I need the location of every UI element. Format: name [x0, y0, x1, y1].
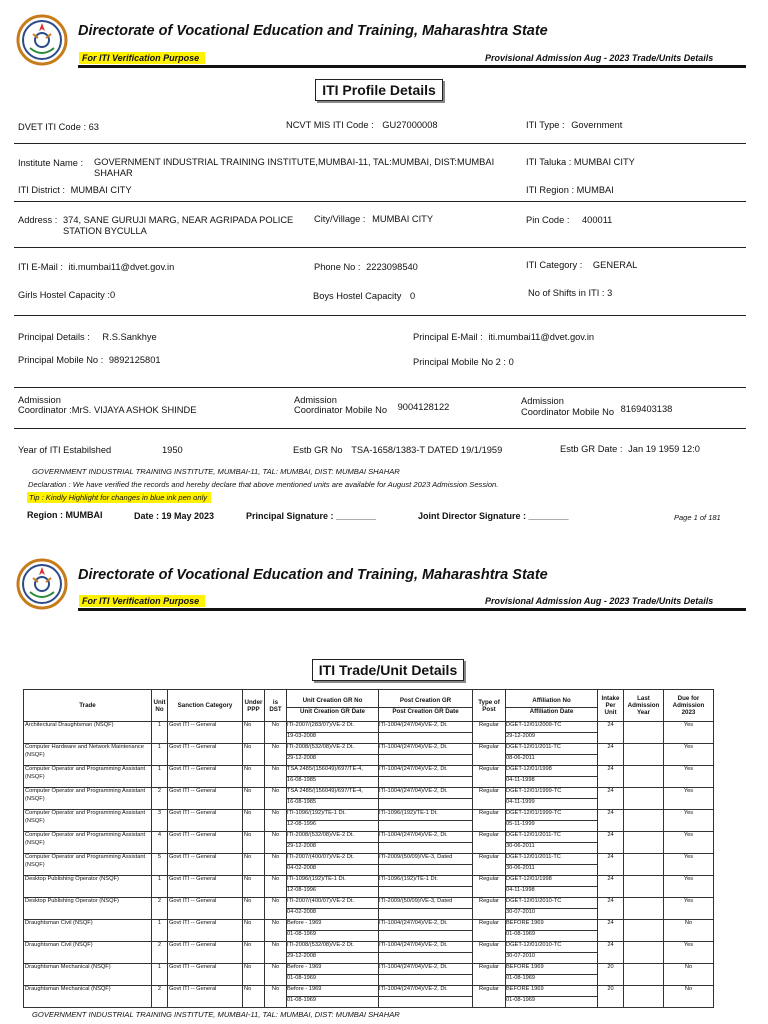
table-row	[24, 876, 714, 898]
header-right-text: Provisional Admission Aug - 2023 Trade/Units Details	[485, 596, 714, 606]
due-admission-cell: Yes	[664, 942, 714, 964]
post-gr-cell: ITI-1004/(247/04)/VE-2, Dt.	[379, 920, 473, 942]
header-rule	[78, 65, 746, 68]
girls-hostel-field: Girls Hostel Capacity :0	[18, 290, 116, 300]
last-admission-cell	[624, 854, 664, 876]
sanction-cell: Govt ITI -- General	[168, 986, 243, 1008]
due-admission-cell: Yes	[664, 722, 714, 744]
dst-cell: No	[265, 854, 287, 876]
affiliation-cell: DGET-12/01/2011-TC 08-06-2011	[506, 744, 598, 766]
unit-gr-cell: TSA 2485/(156049)/697/TE-4, 16-08-1985	[287, 766, 379, 788]
type-cell: Regular	[473, 964, 506, 986]
principal-signature: Principal Signature : ________	[246, 511, 377, 521]
phone-field: Phone No : 2223098540	[314, 262, 418, 272]
last-admission-cell	[624, 744, 664, 766]
divider	[14, 315, 746, 316]
ppp-cell: No	[243, 964, 265, 986]
unit-cell: 3	[152, 810, 168, 832]
institute-footer: GOVERNMENT INDUSTRIAL TRAINING INSTITUTE, MUMBAI-11, TAL: MUMBAI, DIST: MUMBAI SHAHAR	[32, 1010, 400, 1019]
col-unit-no: Unit No	[152, 690, 168, 722]
type-cell: Regular	[473, 744, 506, 766]
post-gr-cell: ITI-1004/(247/04)/VE-2, Dt.	[379, 766, 473, 788]
year-established-label: Year of ITI Estabilshed	[18, 445, 112, 455]
unit-cell: 2	[152, 788, 168, 810]
unit-cell: 2	[152, 986, 168, 1008]
ppp-cell: No	[243, 788, 265, 810]
intake-cell: 24	[598, 744, 624, 766]
estb-gr-field: Estb GR No TSA-1658/1383-T DATED 19/1/1959	[293, 445, 503, 455]
adm-coord-field: Coordinator :MrS. VIJAYA ASHOK SHINDE	[18, 405, 197, 415]
unit-cell: 4	[152, 832, 168, 854]
header-right-text: Provisional Admission Aug - 2023 Trade/Units Details	[485, 53, 714, 63]
divider	[14, 143, 746, 144]
trade-unit-table	[23, 689, 714, 1008]
due-admission-cell: No	[664, 920, 714, 942]
due-admission-cell: Yes	[664, 898, 714, 920]
dst-cell: No	[265, 942, 287, 964]
affiliation-cell: DGET-12/01/2010-TC 30-07-2010	[506, 898, 598, 920]
header-rule	[78, 608, 746, 611]
sanction-cell: Govt ITI -- General	[168, 832, 243, 854]
divider	[14, 247, 746, 248]
post-gr-cell: ITI-1004/(247/04)/VE-2, Dt.	[379, 788, 473, 810]
last-admission-cell	[624, 876, 664, 898]
last-admission-cell	[624, 832, 664, 854]
due-admission-cell: Yes	[664, 788, 714, 810]
sanction-cell: Govt ITI -- General	[168, 722, 243, 744]
unit-gr-cell: Before - 1969 01-08-1969	[287, 920, 379, 942]
dst-cell: No	[265, 788, 287, 810]
intake-cell: 24	[598, 766, 624, 788]
iti-type-field: ITI Type : Government	[526, 120, 623, 130]
pin-field: Pin Code : 400011	[526, 215, 613, 225]
unit-gr-cell: ITI-2008/(532/08)/VE-2 Dt. 29-12-2008	[287, 832, 379, 854]
col-is-dst: is DST	[265, 690, 287, 722]
dst-cell: No	[265, 986, 287, 1008]
address-value: 374, SANE GURUJI MARG, NEAR AGRIPADA POLICE STATION BYCULLA	[63, 215, 294, 236]
table-row	[24, 942, 714, 964]
affiliation-cell: BEFORE 1969 01-08-1969	[506, 986, 598, 1008]
sanction-cell: Govt ITI -- General	[168, 876, 243, 898]
tip-highlight: Tip : Kindly Highlight for changes in blue ink pen only	[27, 492, 211, 503]
col-intake: Intake Per Unit	[598, 690, 624, 722]
unit-cell: 1	[152, 744, 168, 766]
principal-mobile-field: Principal Mobile No : 9892125801	[18, 355, 161, 365]
institute-footer: GOVERNMENT INDUSTRIAL TRAINING INSTITUTE, MUMBAI-11, TAL: MUMBAI, DIST: MUMBAI SHAHAR	[32, 467, 400, 476]
principal-mobile2-field: Principal Mobile No 2 : 0	[413, 357, 514, 367]
type-cell: Regular	[473, 722, 506, 744]
col-under-ppp: Under PPP	[243, 690, 265, 722]
email-field: ITI E-Mail : iti.mumbai11@dvet.gov.in	[18, 262, 175, 272]
dst-cell: No	[265, 964, 287, 986]
unit-cell: 2	[152, 942, 168, 964]
col-unit-gr: Unit Creation GR No Unit Creation GR Date	[287, 690, 379, 722]
post-gr-cell: ITI-1004/(247/04)/VE-2, Dt.	[379, 986, 473, 1008]
trade-cell: Draughtsman Mechanical (NSQF)	[24, 986, 152, 1008]
last-admission-cell	[624, 722, 664, 744]
address-label: Address :	[18, 215, 58, 225]
year-established-value: 1950	[162, 445, 183, 455]
affiliation-cell: DGET-12/01/2011-TC 30-06-2011	[506, 832, 598, 854]
sanction-cell: Govt ITI -- General	[168, 964, 243, 986]
last-admission-cell	[624, 986, 664, 1008]
region-field: ITI Region : MUMBAI	[526, 185, 614, 195]
intake-cell: 20	[598, 964, 624, 986]
ppp-cell: No	[243, 942, 265, 964]
ppp-cell: No	[243, 986, 265, 1008]
sanction-cell: Govt ITI -- General	[168, 810, 243, 832]
trade-cell: Computer Operator and Programming Assistant (NSQF)	[24, 766, 152, 788]
unit-cell: 5	[152, 854, 168, 876]
affiliation-cell: DGET-12/01/2011-TC 30-06-2011	[506, 854, 598, 876]
unit-cell: 1	[152, 722, 168, 744]
divider	[14, 387, 746, 388]
last-admission-cell	[624, 810, 664, 832]
adm-coord-mob2-field: Coordinator Mobile No 8169403138	[521, 404, 673, 417]
declaration: Declaration : We have verified the records and hereby declare that above mentioned units are available for August 2023 Admission Session.	[28, 480, 499, 489]
unit-gr-cell: ITI-2007/(400/07)/VE-2 Dt. 04-02-2008	[287, 898, 379, 920]
verification-badge: For ITI Verification Purpose	[79, 52, 205, 64]
due-admission-cell: Yes	[664, 810, 714, 832]
type-cell: Regular	[473, 766, 506, 788]
ppp-cell: No	[243, 722, 265, 744]
unit-gr-cell: ITI-2008/(532/08)/VE-2 Dt. 29-12-2008	[287, 942, 379, 964]
col-last-admission: Last Admission Year	[624, 690, 664, 722]
dvet-logo	[16, 558, 68, 610]
table-row	[24, 986, 714, 1008]
table-row	[24, 854, 714, 876]
unit-gr-cell: ITI-1096/(192)/TE-1 Dt. 12-08-1996	[287, 810, 379, 832]
sanction-cell: Govt ITI -- General	[168, 920, 243, 942]
category-field: ITI Category : GENERAL	[526, 260, 638, 270]
intake-cell: 24	[598, 920, 624, 942]
trade-cell: Computer Operator and Programming Assistant (NSQF)	[24, 788, 152, 810]
ppp-cell: No	[243, 766, 265, 788]
unit-gr-cell: ITI-2007/(400/07)/VE-2 Dt. 04-02-2008	[287, 854, 379, 876]
intake-cell: 24	[598, 832, 624, 854]
institute-label: Institute Name :	[18, 158, 84, 168]
unit-gr-cell: Before - 1969 01-08-1969	[287, 986, 379, 1008]
sanction-cell: Govt ITI -- General	[168, 898, 243, 920]
affiliation-cell: DGET-12/01/1999-TC 05-11-1999	[506, 810, 598, 832]
col-post-gr: Post Creation GR Post Creation GR Date	[379, 690, 473, 722]
post-gr-cell: ITI-1096/(192)/TE-1 Dt.	[379, 810, 473, 832]
col-type-post: Type of Post	[473, 690, 506, 722]
unit-gr-cell: ITI-2008/(532/08)/VE-2 Dt. 29-12-2008	[287, 744, 379, 766]
trade-cell: Draughtsman Civil (NSQF)	[24, 942, 152, 964]
header-title: Directorate of Vocational Education and Training, Maharashtra State	[78, 23, 548, 39]
table-row	[24, 744, 714, 766]
unit-gr-cell: Before - 1969 01-08-1969	[287, 964, 379, 986]
due-admission-cell: No	[664, 964, 714, 986]
affiliation-cell: BEFORE 1969 01-08-1969	[506, 964, 598, 986]
dvet-code-field: DVET ITI Code : 63	[18, 122, 99, 132]
table-row	[24, 920, 714, 942]
type-cell: Regular	[473, 876, 506, 898]
last-admission-cell	[624, 942, 664, 964]
post-gr-cell: ITI-2009/(50/09)/VE-3, Dated	[379, 898, 473, 920]
type-cell: Regular	[473, 810, 506, 832]
type-cell: Regular	[473, 788, 506, 810]
affiliation-cell: DGET-12/01/1998 04-11-1998	[506, 766, 598, 788]
dst-cell: No	[265, 920, 287, 942]
trade-cell: Computer Hardware and Network Maintenance (NSQF)	[24, 744, 152, 766]
ppp-cell: No	[243, 832, 265, 854]
trade-cell: Architectural Draughtsman (NSQF)	[24, 722, 152, 744]
section-title: ITI Trade/Unit Details	[312, 659, 464, 681]
trade-cell: Draughtsman Civil (NSQF)	[24, 920, 152, 942]
trade-cell: Draughtsman Mechanical (NSQF)	[24, 964, 152, 986]
unit-gr-cell: TSA 2485/(156049)/697/TE-4, 16-08-1985	[287, 788, 379, 810]
dst-cell: No	[265, 722, 287, 744]
table-row	[24, 898, 714, 920]
dst-cell: No	[265, 876, 287, 898]
sanction-cell: Govt ITI -- General	[168, 942, 243, 964]
adm-coord-mob-label-1: Admission	[294, 395, 337, 405]
trade-cell: Computer Operator and Programming Assistant (NSQF)	[24, 854, 152, 876]
last-admission-cell	[624, 788, 664, 810]
institute-name: GOVERNMENT INDUSTRIAL TRAINING INSTITUTE,MUMBAI-11, TAL:MUMBAI, DIST:MUMBAI SHAHAR	[94, 157, 495, 178]
district-field: ITI District : MUMBAI CITY	[18, 185, 132, 195]
dvet-logo	[16, 14, 68, 66]
date-signature: Date : 19 May 2023	[134, 511, 215, 521]
ppp-cell: No	[243, 744, 265, 766]
post-gr-cell: ITI-1096/(192)/TE-1 Dt.	[379, 876, 473, 898]
unit-gr-cell: ITI-2007/(283/07)/VE-2 Dt. 19-03-2008	[287, 722, 379, 744]
post-gr-cell: ITI-1004/(247/04)/VE-2, Dt.	[379, 964, 473, 986]
principal-email-field: Principal E-Mail : iti.mumbai11@dvet.gov.in	[413, 332, 595, 342]
table-row	[24, 810, 714, 832]
due-admission-cell: Yes	[664, 744, 714, 766]
dst-cell: No	[265, 744, 287, 766]
boys-hostel-field: Boys Hostel Capacity 0	[313, 291, 416, 301]
intake-cell: 24	[598, 810, 624, 832]
type-cell: Regular	[473, 898, 506, 920]
dst-cell: No	[265, 832, 287, 854]
region-signature: Region : MUMBAI	[27, 510, 103, 520]
trade-cell: Computer Operator and Programming Assistant (NSQF)	[24, 832, 152, 854]
adm-coord-mob-field: Coordinator Mobile No 9004128122	[294, 402, 450, 415]
table-row	[24, 964, 714, 986]
unit-cell: 1	[152, 920, 168, 942]
trade-cell: Desktop Publishing Operator (NSQF)	[24, 898, 152, 920]
divider	[14, 428, 746, 429]
trade-cell: Computer Operator and Programming Assistant (NSQF)	[24, 810, 152, 832]
intake-cell: 20	[598, 986, 624, 1008]
city-field: City/Village : MUMBAI CITY	[314, 214, 434, 224]
taluka-field: ITI Taluka : MUMBAI CITY	[526, 157, 635, 167]
affiliation-cell: BEFORE 1969 01-08-1969	[506, 920, 598, 942]
type-cell: Regular	[473, 920, 506, 942]
intake-cell: 24	[598, 876, 624, 898]
intake-cell: 24	[598, 788, 624, 810]
ppp-cell: No	[243, 810, 265, 832]
due-admission-cell: Yes	[664, 854, 714, 876]
col-trade: Trade	[24, 690, 152, 722]
last-admission-cell	[624, 766, 664, 788]
unit-cell: 2	[152, 898, 168, 920]
ppp-cell: No	[243, 854, 265, 876]
ppp-cell: No	[243, 876, 265, 898]
page-number: Page 1 of 181	[674, 513, 721, 522]
sanction-cell: Govt ITI -- General	[168, 854, 243, 876]
intake-cell: 24	[598, 942, 624, 964]
verification-badge: For ITI Verification Purpose	[79, 595, 205, 607]
affiliation-cell: DGET-12/01/2010-TC 30-07-2010	[506, 942, 598, 964]
intake-cell: 24	[598, 854, 624, 876]
sanction-cell: Govt ITI -- General	[168, 788, 243, 810]
sanction-cell: Govt ITI -- General	[168, 766, 243, 788]
estb-date-field: Estb GR Date : Jan 19 1959 12:0	[560, 444, 700, 454]
unit-cell: 1	[152, 876, 168, 898]
affiliation-cell: DGET-12/01/1999-TC 04-11-1999	[506, 788, 598, 810]
sanction-cell: Govt ITI -- General	[168, 744, 243, 766]
dst-cell: No	[265, 810, 287, 832]
due-admission-cell: Yes	[664, 876, 714, 898]
intake-cell: 24	[598, 898, 624, 920]
intake-cell: 24	[598, 722, 624, 744]
adm-coord-label-1: Admission	[18, 395, 61, 405]
principal-field: Principal Details : R.S.Sankhye	[18, 332, 157, 342]
ncvt-code-field: NCVT MIS ITI Code : GU27000008	[286, 120, 438, 130]
last-admission-cell	[624, 964, 664, 986]
table-row	[24, 788, 714, 810]
unit-gr-cell: ITI-1096/(192)/TE-1 Dt. 12-08-1996	[287, 876, 379, 898]
trade-cell: Desktop Publishing Operator (NSQF)	[24, 876, 152, 898]
post-gr-cell: ITI-2009/(50/09)/VE-3, Dated	[379, 854, 473, 876]
header-title: Directorate of Vocational Education and Training, Maharashtra State	[78, 567, 548, 583]
table-row	[24, 766, 714, 788]
type-cell: Regular	[473, 986, 506, 1008]
due-admission-cell: No	[664, 986, 714, 1008]
col-sanction: Sanction Category	[168, 690, 243, 722]
unit-cell: 1	[152, 766, 168, 788]
divider	[14, 201, 746, 202]
post-gr-cell: ITI-1004/(247/04)/VE-2, Dt.	[379, 744, 473, 766]
col-due-admission: Due for Admission 2023	[664, 690, 714, 722]
ppp-cell: No	[243, 898, 265, 920]
post-gr-cell: ITI-1004/(247/04)/VE-2, Dt.	[379, 722, 473, 744]
unit-cell: 1	[152, 964, 168, 986]
dst-cell: No	[265, 766, 287, 788]
type-cell: Regular	[473, 854, 506, 876]
post-gr-cell: ITI-1004/(247/04)/VE-2, Dt.	[379, 832, 473, 854]
col-affiliation: Affiliation No Affiliation Date	[506, 690, 598, 722]
last-admission-cell	[624, 898, 664, 920]
type-cell: Regular	[473, 942, 506, 964]
joint-director-signature: Joint Director Signature : ________	[418, 511, 569, 521]
type-cell: Regular	[473, 832, 506, 854]
adm-coord-mob2-label-1: Admission	[521, 396, 564, 406]
due-admission-cell: Yes	[664, 766, 714, 788]
last-admission-cell	[624, 920, 664, 942]
due-admission-cell: Yes	[664, 832, 714, 854]
post-gr-cell: ITI-1004/(247/04)/VE-2, Dt.	[379, 942, 473, 964]
section-title: ITI Profile Details	[315, 79, 443, 101]
table-row	[24, 722, 714, 744]
ppp-cell: No	[243, 920, 265, 942]
table-row	[24, 832, 714, 854]
shifts-field: No of Shifts in ITI : 3	[528, 288, 613, 298]
dst-cell: No	[265, 898, 287, 920]
affiliation-cell: DGET-12/01/1998 04-11-1998	[506, 876, 598, 898]
affiliation-cell: DGET-12/01/2009-TC 29-12-2009	[506, 722, 598, 744]
